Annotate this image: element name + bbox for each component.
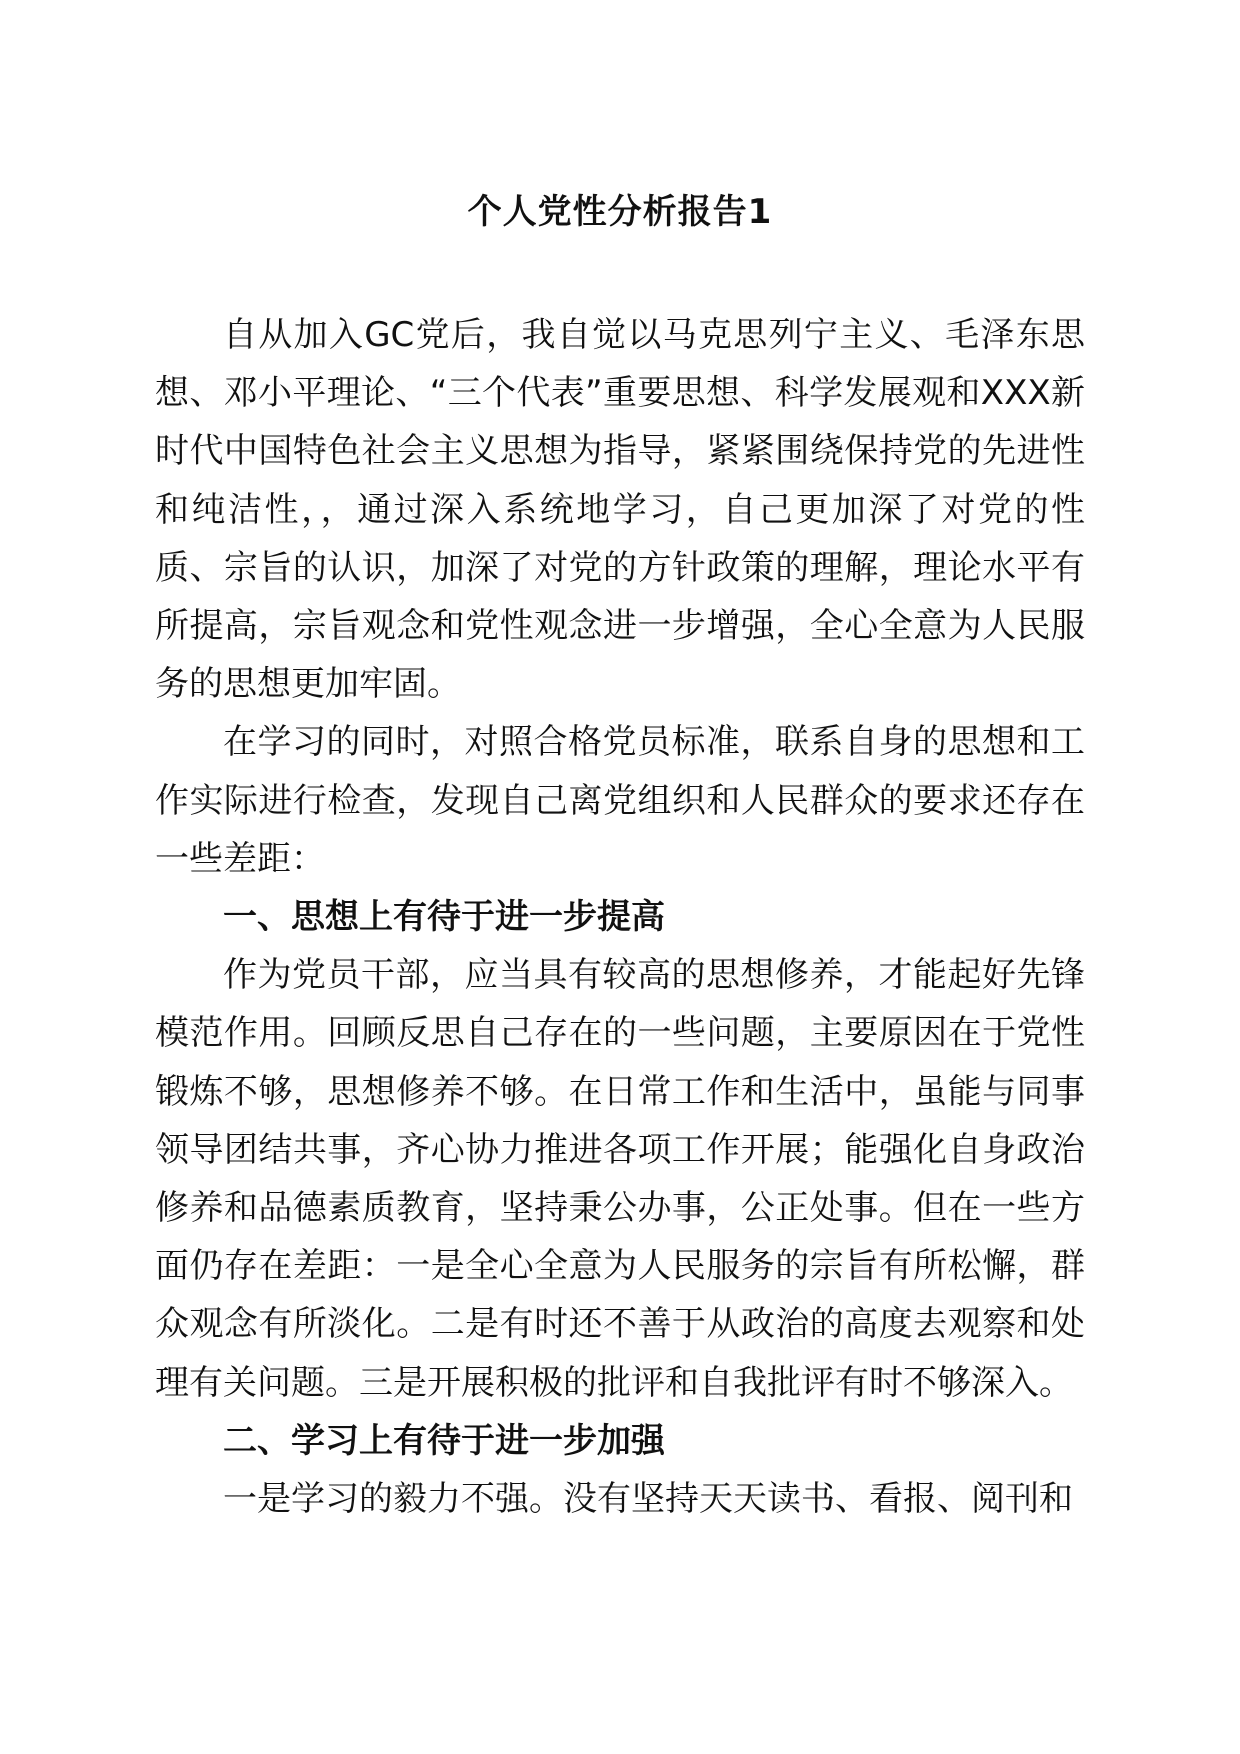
paragraph-thought: 作为党员干部，应当具有较高的思想修养，才能起好先锋模范作用。回顾反思自己存在的一些问题，主要原因在于党性锻炼不够，思想修养不够。在日常工作和生活中，虽能与同事领导团结共事，齐心协力推进各项工作开展；能强化自身政治修养和品德素质教育，坚持秉公办事，公正处事。但在一些方面仍存在差距：一是全心全意为人民服务的宗旨有所松懈，群众观念有所淡化。二是有时还不善于从政治的高度去观察和处理有关问题。三是开展积极的批评和自我批评有时不够深入。	[155, 955, 1085, 1403]
document-title: 个人党性分析报告1	[467, 192, 773, 232]
paragraph-study: 一是学习的毅力不强。没有坚持天天读书、看报、阅刊和	[223, 1479, 1073, 1520]
section-heading-study: 二、学习上有待于进一步加强	[223, 1420, 665, 1461]
paragraph-intro: 自从加入GC党后，我自觉以马克思列宁主义、毛泽东思想、邓小平理论、“三个代表”重要思想、科学发展观和XXX新时代中国特色社会主义思想为指导，紧紧围绕保持党的先进性和纯洁性，，通过深入系统地学习，自己更加深了对党的性质、宗旨的认识，加深了对党的方针政策的理解，理论水平有所提高，宗旨观念和党性观念进一步增强，全心全意为人民服务的思想更加牢固。	[155, 315, 1085, 705]
document-body	[155, 306, 1085, 1528]
paragraph-self-check: 在学习的同时，对照合格党员标准，联系自身的思想和工作实际进行检查，发现自己离党组织和人民群众的要求还存在一些差距：	[155, 722, 1085, 879]
section-heading-thought: 一、思想上有待于进一步提高	[223, 897, 665, 938]
